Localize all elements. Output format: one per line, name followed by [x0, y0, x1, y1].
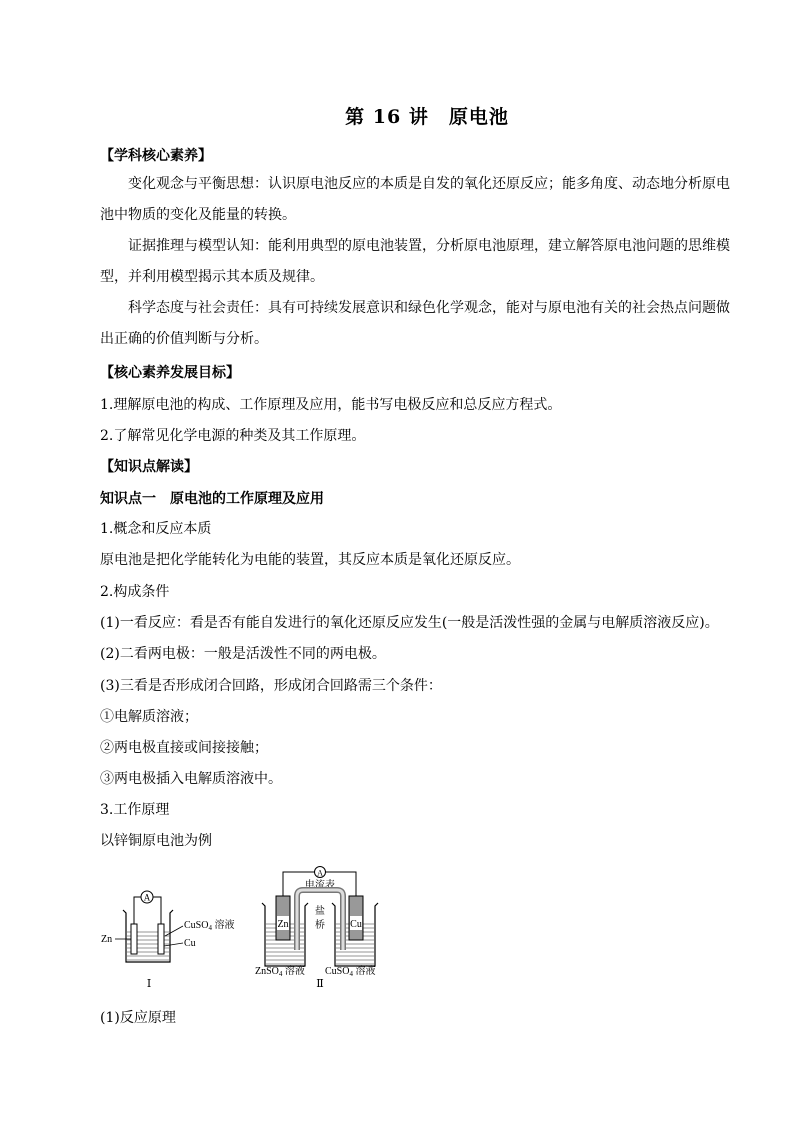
- text-line: 2.构成条件: [100, 584, 170, 600]
- znso4-label: ZnSO$_4$ 溶液: [255, 966, 305, 978]
- device-one-label: Ⅰ: [146, 978, 152, 990]
- ammeter-symbol: A: [143, 892, 151, 903]
- device-one: [101, 891, 234, 990]
- text-line: 原电池是把化学能转化为电能的装置，其反应本质是氧化还原反应。: [100, 552, 520, 568]
- page-title: 第 16 讲 原电池: [345, 106, 509, 128]
- zn-label: Zn: [101, 934, 113, 945]
- text-line: (2)二看两电极：一般是活泼性不同的两电极。: [100, 646, 386, 662]
- text-line: (1)反应原理: [100, 1010, 176, 1026]
- ammeter-symbol: A: [317, 868, 323, 878]
- paragraph-change-concept: 变化观念与平衡思想：认识原电池反应的本质是自发的氧化还原反应；能多角度、动态地分析原电池中物质的变化及能量的转换。: [100, 176, 730, 223]
- device-two: [255, 867, 378, 991]
- text-line: ①电解质溶液；: [100, 709, 198, 725]
- section-heading-core-literacy: 【学科核心素养】: [100, 148, 212, 164]
- text-line: (3)三看是否形成闭合回路，形成闭合回路需三个条件：: [100, 678, 442, 694]
- galvanic-cell-figure: [95, 866, 395, 996]
- cuso4-label: CuSO$_4$ 溶液: [184, 920, 235, 932]
- goal-item-2: 2.了解常见化学电源的种类及其工作原理。: [100, 428, 366, 444]
- text-line: ③两电极插入电解质溶液中。: [100, 771, 282, 787]
- cu-label: Cu: [184, 938, 196, 949]
- salt-bridge-label-2: 桥: [315, 920, 325, 931]
- section-heading-knowledge: 【知识点解读】: [100, 459, 198, 475]
- paragraph-evidence-reasoning: 证据推理与模型认知：能利用典型的原电池装置，分析原电池原理，建立解答原电池问题的思维模型，并利用模型揭示其本质及规律。: [100, 238, 730, 285]
- zinc-electrode: [131, 924, 137, 954]
- section-heading-development-goals: 【核心素养发展目标】: [100, 365, 240, 381]
- cuso4-label: CuSO$_4$ 溶液: [325, 966, 376, 978]
- paragraph-scientific-attitude: 科学态度与社会责任：具有可持续发展意识和绿色化学观念，能对与原电池有关的社会热点问题做出正确的价值判断与分析。: [100, 300, 730, 347]
- device-two-label: Ⅱ: [316, 978, 324, 990]
- goal-item-1: 1.理解原电池的构成、工作原理及应用，能书写电极反应和总反应方程式。: [100, 397, 562, 413]
- text-line: (1)一看反应：看是否有能自发进行的氧化还原反应发生(一般是活泼性强的金属与电解质溶液反应)。: [100, 615, 719, 631]
- cu-label: Cu: [350, 919, 362, 930]
- text-line: 以锌铜原电池为例: [100, 833, 212, 849]
- text-line: 1.概念和反应本质: [100, 521, 212, 537]
- text-line: 3.工作原理: [100, 802, 170, 818]
- salt-bridge-label-1: 盐: [315, 906, 325, 917]
- zn-label: Zn: [277, 919, 289, 930]
- knowledge-point-heading: 知识点一 原电池的工作原理及应用: [100, 491, 324, 507]
- copper-electrode: [158, 924, 164, 954]
- ammeter-label: 电流表: [305, 880, 335, 891]
- text-line: ②两电极直接或间接接触；: [100, 740, 268, 756]
